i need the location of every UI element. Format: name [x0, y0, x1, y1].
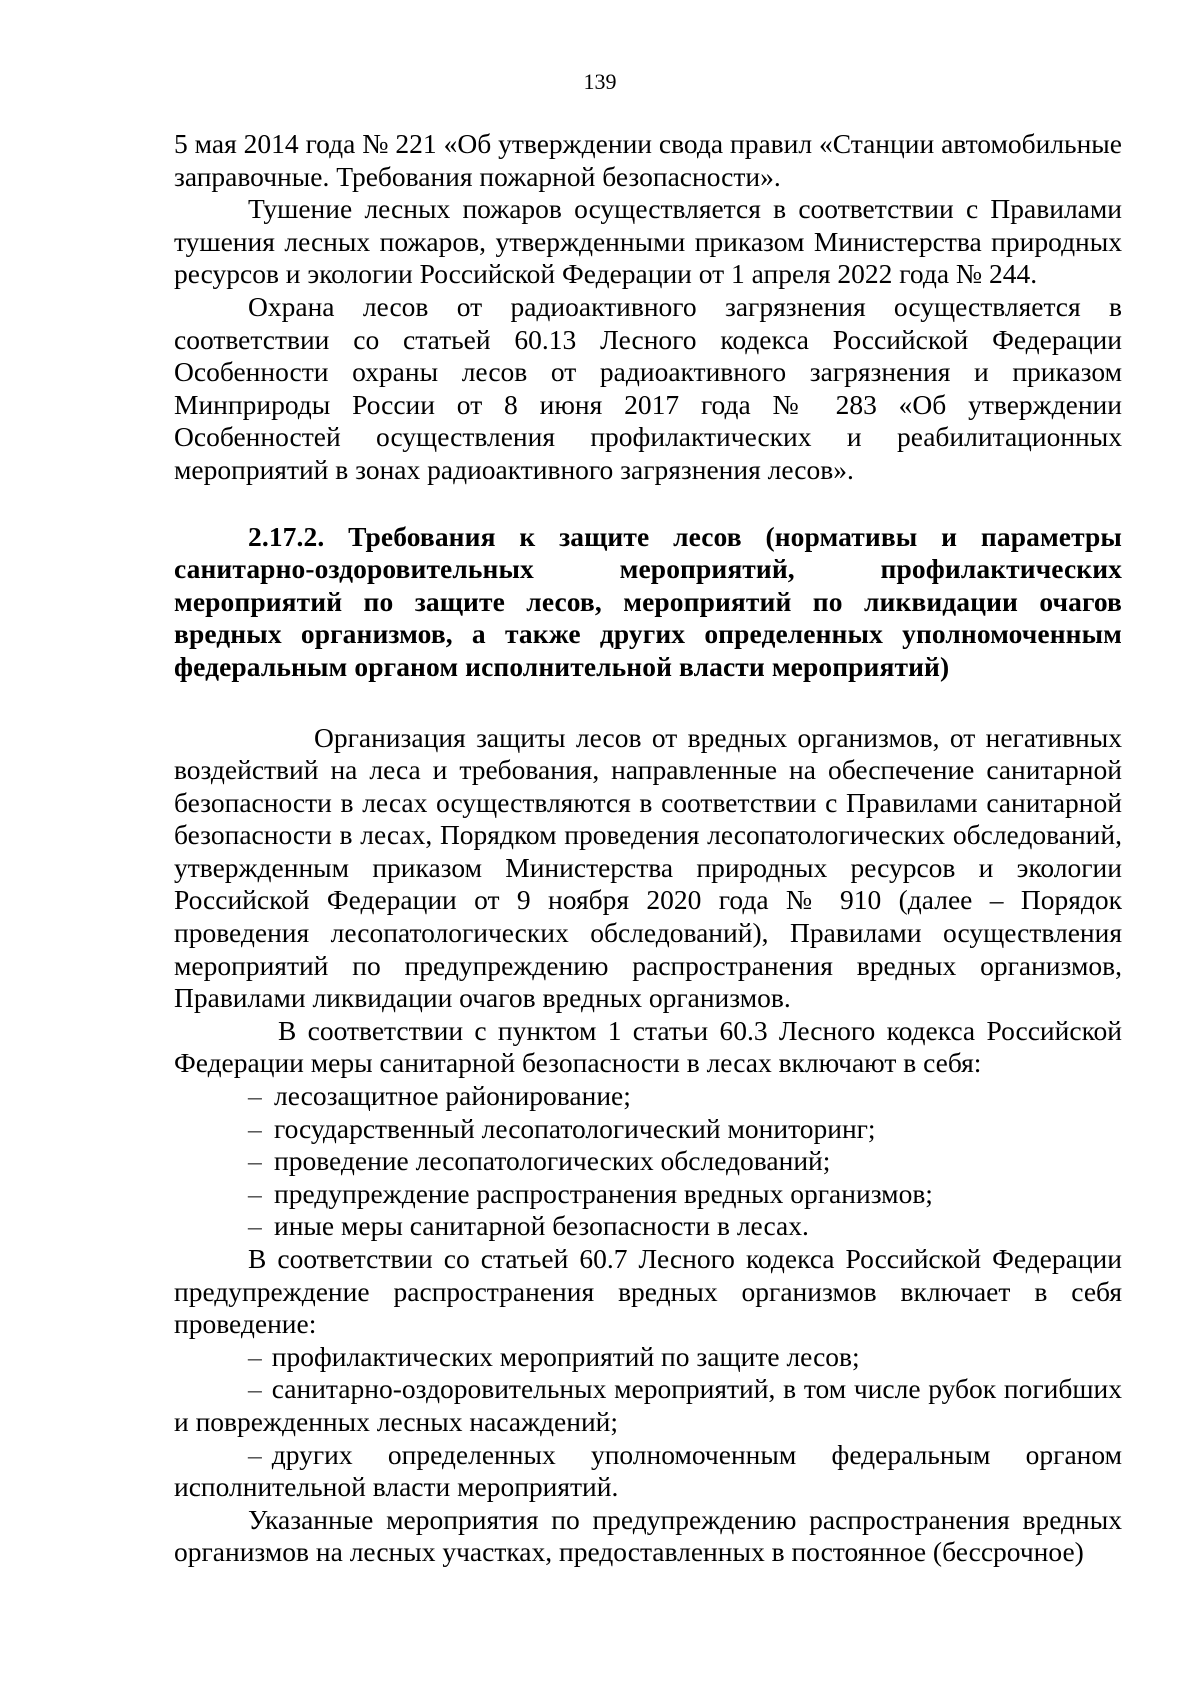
paragraph-radioactive-protection: Охрана лесов от радиоактивного загрязнения осуществляется в соответствии со статьей 60.13 Лесного кодекса Российской Федерации Особенности охраны лесов от радиоактивного загрязнения и приказом Минприроды России от 8 июня 2017 года № 283 «Об утверждении Особенностей осуществления профилактических и реабилитационных мероприятий в зонах радиоактивного загрязнения лесов». — [174, 290, 1122, 485]
dash-bullet: – — [248, 1112, 262, 1144]
dash-bullet: – — [248, 1080, 262, 1112]
sanitary-measures-list — [174, 1080, 1122, 1243]
dash-bullet: – — [248, 1438, 262, 1470]
paragraph-forest-protection-organization: Организация защиты лесов от вредных организмов, от негативных воздействий на леса и требования, направленные на обеспечение санитарной безопасности в лесах осуществляются в соответствии с Правилами санитарной безопасности в лесах, Порядком проведения лесопатологических обследований, утвержденным приказом Министерства природных ресурсов и экологии Российской Федерации от 9 ноября 2020 года № 910 (далее – Порядок проведения лесопатологических обследований), Правилами осуществления мероприятий по предупреждению распространения вредных организмов, Правилами ликвидации очагов вредных организмов. — [174, 721, 1122, 1014]
prevention-list — [174, 1341, 1122, 1504]
paragraph-fire-suppression: Тушение лесных пожаров осуществляется в соответствии с Правилами тушения лесных пожаров, утвержденными приказом Министерства природных ресурсов и экологии Российской Федерации от 1 апреля 2022 года № 244. — [174, 193, 1122, 290]
page-number: 139 — [583, 69, 617, 94]
list-item: – проведение лесопатологических обследований; — [248, 1145, 831, 1177]
paragraph-continuation: 5 мая 2014 года № 221 «Об утверждении свода правил «Станции автомобильные заправочные. Требования пожарной безопасности». — [174, 128, 1122, 192]
paragraph-sanitary-measures-intro: В соответствии с пунктом 1 статьи 60.3 Лесного кодекса Российской Федерации меры санитарной безопасности в лесах включают в себя: — [174, 1014, 1122, 1079]
dash-bullet: – — [248, 1373, 262, 1405]
list-item: – профилактических мероприятий по защите лесов; — [248, 1340, 860, 1372]
dash-bullet: – — [248, 1177, 262, 1209]
list-item: – других определенных уполномоченным федеральным органом исполнительной власти мероприятий. — [174, 1438, 1122, 1503]
dash-bullet: – — [248, 1210, 262, 1242]
list-item: – государственный лесопатологический мониторинг; — [248, 1112, 876, 1144]
list-item: – санитарно-оздоровительных мероприятий, в том числе рубок погибших и поврежденных лесных насаждений; — [174, 1373, 1122, 1437]
list-item: – предупреждение распространения вредных организмов; — [248, 1177, 933, 1209]
document-body — [174, 128, 1122, 1569]
dash-bullet: – — [248, 1340, 262, 1372]
paragraph-measures-on-plots: Указанные мероприятия по предупреждению распространения вредных организмов на лесных участках, предоставленных в постоянное (бессрочное) — [174, 1503, 1122, 1568]
dash-bullet: – — [248, 1145, 262, 1177]
section-heading: 2.17.2. Требования к защите лесов (нормативы и параметры санитарно-оздоровительных мероприятий, профилактических мероприятий по защите лесов, мероприятий по ликвидации очагов вредных организмов, а также других определенных уполномоченным федеральным органом исполнительной власти мероприятий) — [174, 520, 1122, 682]
paragraph-prevention-intro: В соответствии со статьей 60.7 Лесного кодекса Российской Федерации предупреждение распространения вредных организмов включает в себя проведение: — [174, 1243, 1122, 1340]
list-item: – лесозащитное районирование; — [248, 1080, 631, 1112]
list-item: – иные меры санитарной безопасности в лесах. — [248, 1210, 809, 1242]
